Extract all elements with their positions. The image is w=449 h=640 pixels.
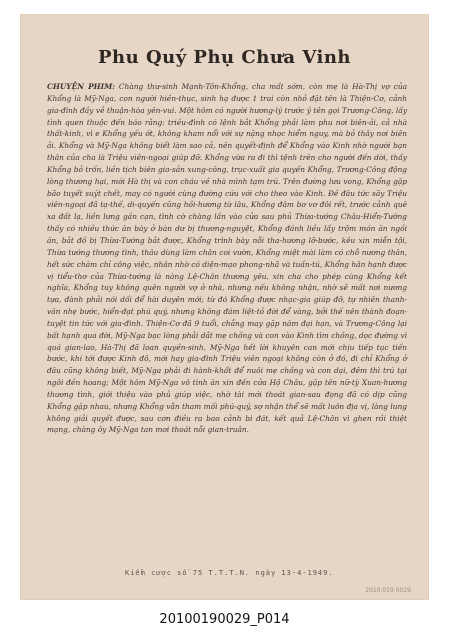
footer-note: Kiểm cược số 75 T.T.T.N. ngày 13-4-1949. [125, 569, 334, 577]
document-page [20, 14, 429, 600]
serial-number: 2010.019.0029 [365, 587, 411, 594]
document-body [47, 81, 407, 436]
body-paragraph: Chàng thư-sinh Mạnh-Tôn-Khổng, cha mất sớm, còn mẹ là Hà-Thị vợ của Khổng là Mỹ-Nga, con người hiền-thục, sinh hạ được 1 trai còn nhỏ đặt tên là Thiện-Cơ, cảnh gia-đình đầy vẻ thuận-hòa yên-vui. Một hôm có người hương-lý trước ý tên gọi Trương-Công, lấy tình quen thuộc đến báo rằng: triều-đình có lệnh bắt Khổng phải làm phu nơi biên-ải, cả nhà thất-kinh, vì e Khổng yếu ớt, không kham nổi với sự nặng nhọc hiểm nguy, mà bỏ thây nơi biên ải. Khổng và Mỹ-Nga không biết làm sao cả, nên quyết-định để Khổng vào Kinh nhờ người bạn thân của cha là Triệu viên-ngoại giúp đỡ. Khổng vừa ra đi thì tệnh trên cho người đến dời, thấy Khổng bỏ trốn, liền tịch biên gia-sản xung-công, trục-xuất gia quyến Khổng, Trương-Công động lòng thương hại, mới Hà thị và con cháu về nhà mình tạm trú. Trên đường lưu vong, Khổng gặp bão tuyết suýt chết, may có người cùng đường cứu với cho theo vào Kinh. Đề đâu tức sãy Triệu viên-ngoại đã tạ-thế, di-quyến cũng hồi-hương từ lâu, Khổng đâm bơ vơ đôi rết, trước cảnh quê xa đất lạ, liền lưng gần cạn, tình cờ chàng lần vào cửa sau phủ Thừa-tướng Châu-Hiển-Tường thấy có nhiều thức ăn bày ở bàn dư bị thương-nguyệt, Khổng đánh liều lấy trộm món ăn ngồi ăn, bắt đồ bị Thừa-Tướng bắt được, Khổng trình bày nỗi tha-hương lỡ-bước, kêu xin miễn tội, Thừa tướng thương tình, thâu dùng làm chân coi vườn, Khổng miệt mài làm có chỗ nương thân, hết sức chăm chỉ công việc, nhân nhờ có diện-mạo phong-nhã và tuấn-tú, Khổng hân hạnh được vị tiểu-thơ của Thừa-tướng là nàng Lệ-Chân thương yêu, xin cha cho phép cùng Khổng kết nghĩa, Khổng tuy không quên người vợ ở nhà, nhưng nếu không nhận, nhờ sẽ mất nơi nương tựa, đành phải nói dối để hài duyên mới; từ đó Khổng được nhạc-gia giúp đỡ, tự nhiên thanh-vân nhẹ bước, hiển-đạt phú quý, nhưng không đám liệt-tỏ đời để vàng, bởi thế nên thành đoạn-tuyệt tin tức với gia-đình. Thiện-Cơ đã 9 tuổi, chẳng may gặp năm đại hạn, và Trương-Công lại bất hạnh qua đời, Mỹ-Nga bạc lòng phải dắt mẹ chồng và con vào Kinh tìm chồng, dọc đường vì quá gian-lao, Hà-Thị đã loan quyền-sinh, Mỹ-Nga hết lời khuyên can mới chịu tiếp tục tiến bước, khi tới được Kinh đô, mới hay gia-đình Triệu viên ngoại không còn ở đó, đi chỉ Khổng ở đâu cũng không biết, Mỹ-Nga phải đi hành-khất để nuôi mẹ chồng và con dại, đêm thì trú tại ngôi đền hoang; Một hôm Mỹ-Nga vô tình ăn xin đến cửa Hộ Châu, gặp tên nữ-tỳ Xuan-hương thương tình, giới thiệu vào phủ giúp việc, nhờ tài mới thoát gian-sau đọng đã có dịp cũng Khổng gặp nhau, nhưng Khổng vẫn tham mối phú-quý, sợ nhận thể sẽ mất luôn địa vị, làng lung không giải quyết được, sau cơn điều ra bao cảnh bi đát, kết quả Lệ-Chân vì ghen rồi thiệt mạng, chàng ôy Mỹ-Nga tan mơi thoát nỗi gian-truân. [47, 82, 407, 435]
document-title: Phu Quý Phụ Chưa Vinh [97, 47, 352, 68]
image-caption: 20100190029_P014 [159, 612, 290, 627]
lead-label: CHUYỆN PHIM: [47, 82, 115, 91]
